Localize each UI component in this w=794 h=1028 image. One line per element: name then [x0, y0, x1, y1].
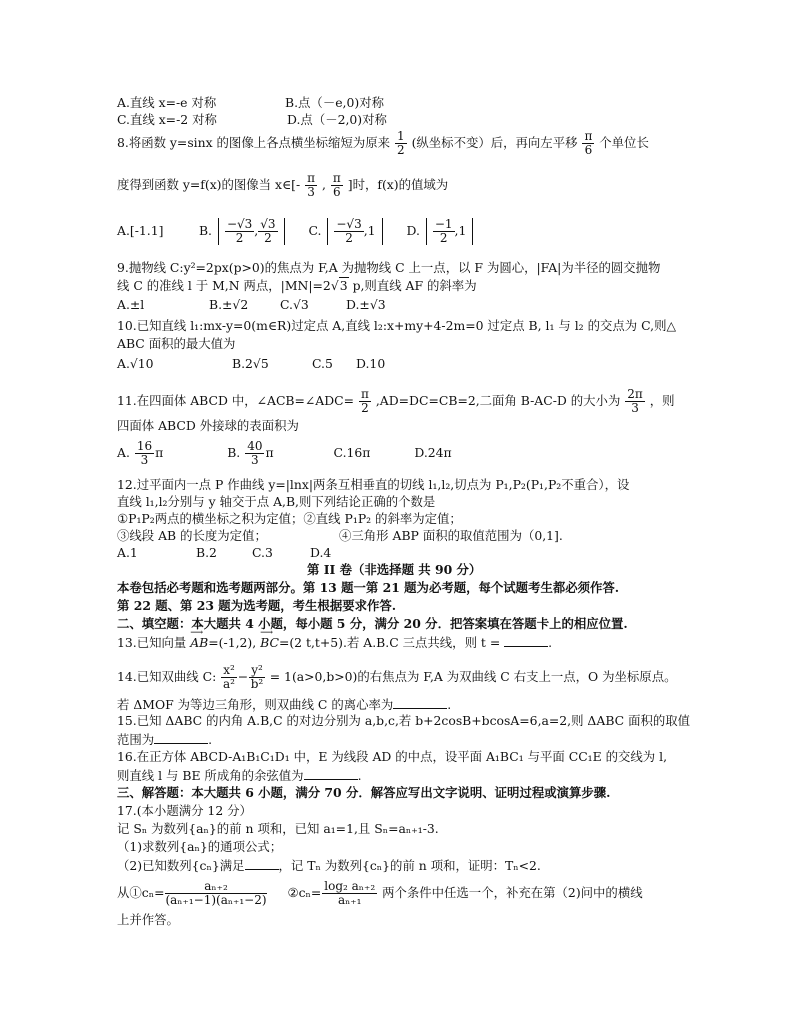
q11-text-a: 11.在四面体 ABCD 中，∠ACB=∠ADC=	[117, 393, 355, 408]
q10-opt-b: B.2√5	[232, 356, 269, 371]
q14-x-den: a²	[223, 677, 235, 691]
q8-opt-a: A.[-1.1]	[117, 223, 164, 238]
q8-text-c: 个单位长	[599, 135, 649, 150]
q14-text-c: 若 ΔMOF 为等边三角形，则双曲线 C 的离心率为	[117, 697, 394, 712]
q7-opt-c: C.直线 x=-2 对称	[117, 112, 217, 127]
q8-opt-b-right-num: √3	[260, 217, 276, 231]
q9-sqrt: 3	[339, 278, 348, 293]
q8-half-den: 2	[396, 143, 405, 157]
q8-text-f: ]时，f(x)的值域为	[347, 177, 449, 192]
q17-text-c: 从①cₙ=	[117, 885, 165, 900]
q11-opt-b-tail: π	[265, 445, 274, 460]
q11-line2: 四面体 ABCD 外接球的表面积为	[117, 418, 299, 433]
q11-line1	[117, 388, 675, 415]
q15-answer-blank[interactable]	[154, 731, 208, 744]
q8-range-right-den: 6	[333, 185, 341, 199]
q9-line2: 线 C 的准线 l 于 M,N 两点，|MN|=2√3 p,则直线 AF 的斜率为	[117, 278, 477, 293]
q9-opt-a: A.±l	[117, 297, 145, 312]
q11-opt-d: D.24π	[414, 445, 452, 460]
q17-text-e: 两个条件中任选一个，补充在第（2)问中的横线	[382, 885, 643, 900]
q11-angle-num: π	[361, 387, 369, 401]
q8-text-a: 8.将函数 y=sinx 的图像上各点横坐标缩短为原来	[117, 135, 391, 150]
q11-opt-b-den: 3	[251, 453, 259, 467]
q10-opt-d: D.10	[356, 356, 386, 371]
q9-line1: 9.抛物线 C:y²=2px(p>0)的焦点为 F,A 为抛物线 C 上一点，以 F 为圆心，|FA|为半径的圆交抛物	[117, 260, 661, 275]
q17-line5	[117, 880, 643, 907]
q8-text-b: (纵坐标不变）后，再向左平移	[411, 135, 578, 150]
part2-note2: 第 22 题、第 23 题为选考题，考生根据要求作答.	[117, 598, 397, 613]
q9-opt-d: D.±√3	[346, 297, 386, 312]
q8-opt-b-left-den: 2	[235, 231, 244, 245]
q8-range-left	[305, 172, 317, 199]
q17-c2-num: log₂ aₙ₊₂	[324, 879, 376, 893]
q8-opt-d-num: −1	[434, 217, 453, 231]
q13-vector-ab: ⟶ AB	[190, 635, 208, 651]
q8-opt-d-tail: ,1	[454, 223, 467, 238]
q10-line1: 10.已知直线 l₁:mx-y=0(m∈R)过定点 A,直线 l₂:x+my+4-2m=0 过定点 B, l₁ 与 l₂ 的交点为 C,则△	[117, 318, 676, 333]
q13-vector-bc: ⟶ BC	[260, 635, 279, 651]
q8-shift-num: π	[584, 129, 593, 143]
q17-line1: 17.(本小题满分 12 分）	[117, 803, 252, 818]
q11-opt-a-den: 3	[140, 453, 149, 467]
q8-opt-c-tail: ,1	[363, 223, 376, 238]
q10-opt-c: C.5	[312, 356, 333, 371]
q12-opt-b: B.2	[196, 545, 217, 560]
q9-text-a: 线 C 的准线 l 于 M,N 两点，|MN|=2	[117, 278, 331, 293]
q15-text: 范围为	[117, 732, 155, 747]
q8-opt-b-left-num: −√3	[226, 217, 253, 231]
q9-opt-c: C.√3	[280, 297, 309, 312]
q17-line6: 上并作答。	[117, 912, 179, 927]
q11-angle-den: 2	[361, 401, 369, 415]
q16-end: .	[357, 768, 362, 783]
q13-line	[117, 634, 552, 651]
q14-line1	[117, 664, 676, 691]
q15-end: .	[208, 732, 213, 747]
q17-c1-num: aₙ₊₂	[165, 880, 266, 894]
q17-line2: 记 Sₙ 为数列{aₙ}的前 n 项和，已知 a₁=1,且 Sₙ=aₙ₊₁-3.	[117, 821, 439, 836]
q14-text-b: = 1(a>0,b>0)的右焦点为 F,A 为双曲线 C 右支上一点，O 为坐标原点。	[269, 669, 677, 684]
q11-opt-a-tail: π	[155, 445, 164, 460]
q8-shift-den: 6	[584, 143, 593, 157]
q12-line4a: ③线段 AB 的长度为定值；	[117, 528, 267, 543]
q8-text-d: 度得到函数 y=f(x)的图像当 x∈[-	[117, 177, 301, 192]
q13-text-c: =(2 t,t+5).若 A.B.C 三点共线，则 t =	[278, 635, 501, 650]
q11-dihedral-den: 3	[631, 401, 639, 415]
q11-text-b: ,AD=DC=CB=2,二面角 B-AC-D 的大小为	[375, 393, 621, 408]
q8-opt-c-label: C.	[308, 223, 322, 238]
q17-c1-den: (aₙ₊₁−1)(aₙ₊₁−2)	[165, 893, 267, 907]
q14-text-a: 14.已知双曲线 C:	[117, 669, 217, 684]
q7-opt-d: D.点（－2,0)对称	[287, 112, 387, 127]
q7-opt-b: B.点（－e,0)对称	[285, 95, 384, 110]
q12-line3: ①P₁P₂两点的横坐标之积为定值；②直线 P₁P₂ 的斜率为定值；	[117, 511, 462, 526]
q14-line2	[117, 696, 451, 713]
q8-opt-b-bracket	[218, 218, 285, 245]
q16-line2	[117, 767, 362, 784]
q11-opt-c: C.16π	[333, 445, 371, 460]
q11-opt-a-num: 16	[136, 439, 153, 453]
q17-c2-den: aₙ₊₁	[337, 893, 362, 907]
q8-opt-b-label: B.	[198, 223, 212, 238]
q8-opt-b-right-den: 2	[264, 231, 272, 245]
q8-range-left-den: 3	[307, 185, 315, 199]
q8-opt-c-den: 2	[345, 231, 353, 245]
q8-opt-d-den: 2	[439, 231, 448, 245]
q8-text-e: ,	[322, 177, 326, 192]
q16-answer-blank[interactable]	[304, 767, 358, 780]
q8-half-fraction	[395, 130, 407, 157]
q10-line2: ABC 面积的最大值为	[117, 336, 236, 351]
q12-line1: 12.过平面内一点 P 作曲线 y=|lnx|两条互相垂直的切线 l₁,l₂,切点为 P₁,P₂(P₁,P₂不重合），设	[117, 477, 630, 492]
q11-text-c: ，则	[649, 393, 675, 408]
q10-opt-a: A.√10	[117, 356, 154, 371]
q8-range-left-num: π	[307, 171, 316, 185]
section3-heading: 三、解答题：本大题共 6 小题，满分 70 分．解答应写出文字说明、证明过程或演算步骤.	[117, 785, 611, 800]
q11-opt-b-num: 40	[247, 439, 263, 453]
q8-line2	[117, 172, 448, 199]
q17-line3: （1)求数列{aₙ}的通项公式；	[117, 839, 283, 854]
q16-line1: 16.在正方体 ABCD-A₁B₁C₁D₁ 中，E 为线段 AD 的中点，设平面 A₁BC₁ 与平面 CC₁E 的交线为 l,	[117, 749, 668, 764]
q13-text-b: =(-1,2),	[208, 635, 257, 650]
q11-options	[117, 440, 452, 467]
q17-text-d: ②cₙ=	[287, 885, 322, 900]
q8-half-num: 1	[396, 129, 405, 143]
section2-heading: 二、填空题：本大题共 4 小题，每小题 5 分，满分 20 分．把答案填在答题卡上的相应位置.	[117, 616, 628, 631]
q8-shift-fraction	[582, 130, 594, 157]
q13-answer-blank[interactable]	[504, 634, 548, 647]
q8-opt-c-bracket	[327, 218, 382, 245]
q8-opt-b-sep: ,	[254, 223, 259, 238]
q8-line1	[117, 130, 649, 157]
q12-line2: 直线 l₁,l₂分别与 y 轴交于点 A,B,则下列结论正确的个数是	[117, 494, 436, 509]
q12-opt-a: A.1	[117, 545, 138, 560]
q14-x-num: x²	[223, 663, 235, 677]
q15-line1: 15.已知 ΔABC 的内角 A.B,C 的对边分别为 a,b,c,若 b+2cosB+bcosA=6,a=2,则 ΔABC 面积的取值	[117, 713, 691, 728]
q14-y-num: y²	[251, 663, 263, 677]
q7-opt-a: A.直线 x=-e 对称	[117, 95, 217, 110]
q8-options	[117, 218, 475, 245]
q12-opt-d: D.4	[310, 545, 332, 560]
q14-y-den: b²	[250, 677, 264, 691]
q17-line4	[117, 857, 541, 874]
q8-opt-d-label: D.	[406, 223, 420, 238]
q11-angle-fraction	[359, 388, 371, 415]
q14-minus: −	[237, 669, 249, 684]
q16-text: 则直线 l 与 BE 所成角的余弦值为	[117, 768, 304, 783]
q13-text-d: .	[548, 635, 553, 650]
q8-opt-c-num: −√3	[336, 217, 362, 231]
q11-opt-a-label: A.	[117, 445, 130, 460]
q8-range-right-num: π	[332, 171, 341, 185]
q9-opt-b: B.±√2	[209, 297, 249, 312]
q15-line2	[117, 731, 212, 748]
q11-dihedral-num: 2π	[627, 387, 643, 401]
part2-note1: 本卷包括必考题和选考题两部分。第 13 题一第 21 题为必考题，每个试题考生都必须作答.	[117, 580, 620, 595]
q14-end: .	[447, 697, 452, 712]
q8-range-right	[331, 172, 343, 199]
q11-dihedral-fraction	[625, 388, 645, 415]
q14-answer-blank[interactable]	[393, 696, 447, 709]
q17-text-a: （2)已知数列{cₙ}满足	[117, 858, 245, 873]
q12-line4b: ④三角形 ABP 面积的取值范围为（0,1].	[339, 528, 563, 543]
q9-text-b: p,则直线 AF 的斜率为	[352, 278, 477, 293]
q13-text-a: 13.已知向量	[117, 635, 187, 650]
q17-text-b: ，记 Tₙ 为数列{cₙ}的前 n 项和，证明：Tₙ<2.	[278, 858, 541, 873]
q8-opt-d-bracket	[426, 218, 474, 245]
q17-condition-blank[interactable]	[245, 857, 279, 870]
q12-opt-c: C.3	[252, 545, 273, 560]
part2-title: 第 II 卷（非选择题 共 90 分）	[307, 562, 482, 577]
q11-opt-b-label: B.	[227, 445, 241, 460]
